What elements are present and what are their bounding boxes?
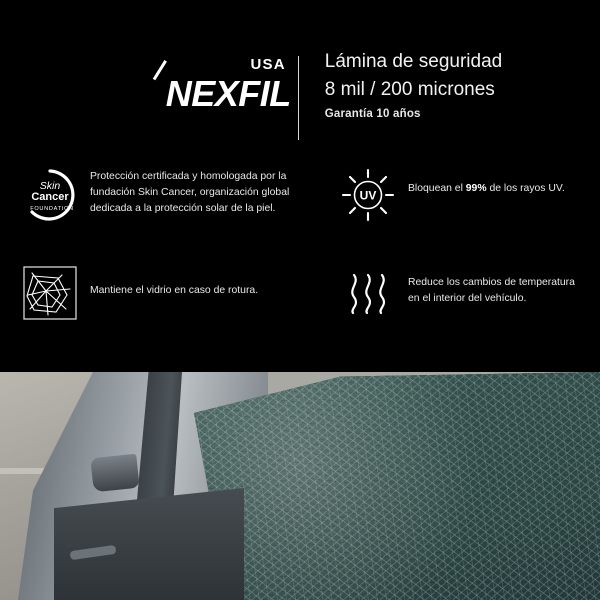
feature-skin-cancer-text: Protección certificada y homologada por la fundación Skin Cancer, organización global dedicada a la protección solar de la piel. [90,171,290,215]
brand-name-label: NEXFIL [165,73,291,114]
heat-waves-icon [340,265,396,321]
brand-slash-icon [152,60,166,80]
brand-usa-label: USA [250,56,286,73]
header-line-1: Lámina de seguridad [324,51,503,72]
feature-temperature-text [408,263,575,307]
header-divider [298,56,299,140]
feature-uv-text [408,165,565,197]
header-warranty: Garantía 10 años [324,108,421,121]
uv-sun-svg [340,167,396,223]
header-text [325,34,502,120]
svg-text:FOUNDATION: FOUNDATION [30,206,74,212]
cracked-glass-svg [22,265,78,321]
skin-cancer-foundation-seal-icon [22,167,78,223]
cracked-glass-icon [22,265,78,321]
feature-grid [22,165,582,351]
car-window-photo [0,372,600,600]
svg-text:UV: UV [359,188,377,203]
feature-uv-percent: 99% [465,183,487,194]
feature-glass-retention-text: Mantiene el vidrio en caso de rotura. [90,285,259,296]
feature-uv [340,165,582,253]
svg-text:Skin: Skin [39,180,61,192]
heat-waves-svg [340,265,396,321]
feature-uv-text-after: de los rayos UV. [486,183,565,194]
svg-text:Cancer: Cancer [31,191,69,203]
feature-skin-cancer [22,165,340,253]
header-line-2: 8 mil / 200 micrones [324,78,495,100]
feature-glass-retention [22,263,340,351]
skin-cancer-seal-svg [22,167,78,223]
side-mirror [90,454,139,493]
header [0,34,600,140]
feature-temperature [340,263,582,351]
feature-temperature-line-2: en el interior del vehículo. [408,293,527,305]
feature-uv-text-before: Bloquean el [408,183,466,194]
uv-sun-icon [340,167,396,223]
brand-logo [98,34,298,120]
feature-temperature-line-1: Reduce los cambios de temperatura [408,277,575,288]
